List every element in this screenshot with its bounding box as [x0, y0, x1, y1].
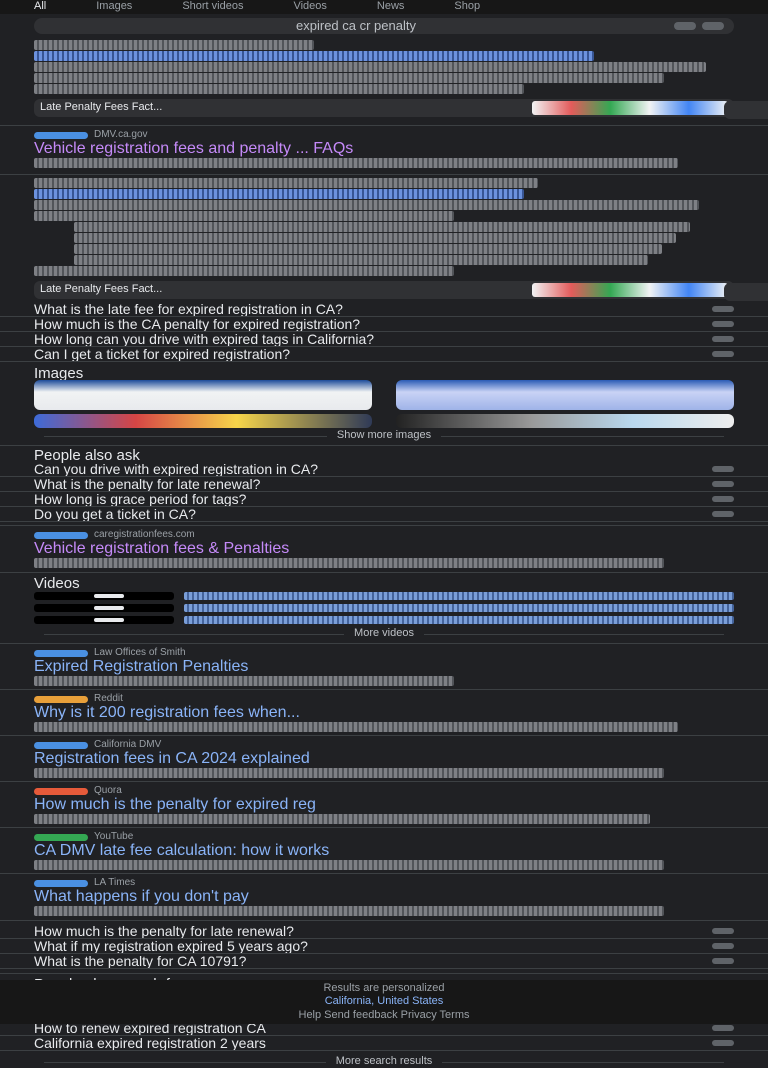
video-thumbnail[interactable]: [34, 604, 174, 612]
ai-source-card[interactable]: [34, 99, 734, 117]
result-snippet: [34, 860, 664, 870]
search-icon: [712, 1025, 734, 1031]
more-videos-button[interactable]: More videos: [34, 629, 734, 639]
chevron-down-icon[interactable]: [712, 336, 734, 342]
favicon-icon: [34, 788, 88, 795]
favicon-icon: [34, 834, 88, 841]
search-input[interactable]: [34, 18, 734, 34]
result-title-link[interactable]: Registration fees in CA 2024 explained: [0, 751, 768, 767]
video-thumbnail[interactable]: [34, 616, 174, 624]
answer-text: [34, 211, 454, 221]
images-section: [0, 366, 768, 441]
footer: [0, 980, 768, 1024]
video-title[interactable]: [184, 604, 734, 612]
ai-text: [34, 84, 524, 94]
search-query: expired ca cr penalty: [44, 19, 668, 33]
result-source: Reddit: [0, 693, 768, 705]
paa-question[interactable]: Can you drive with expired registration in CA?: [34, 462, 318, 477]
video-title[interactable]: [184, 616, 734, 624]
favicon-icon: [34, 132, 88, 139]
image-result[interactable]: [34, 380, 372, 410]
paa-question[interactable]: How much is the CA penalty for expired registration?: [34, 317, 360, 332]
result-title-link[interactable]: Why is it 200 registration fees when...: [0, 705, 768, 721]
paa-question[interactable]: What is the penalty for CA 10791?: [34, 954, 246, 969]
ai-overview-label: [34, 40, 314, 50]
result-snippet: [34, 906, 664, 916]
result-title-link[interactable]: Vehicle registration fees and penalty ... FAQs: [0, 141, 768, 157]
chevron-down-icon[interactable]: [712, 466, 734, 472]
related-search[interactable]: CA DMV late fee waiver 2024: [34, 1006, 217, 1021]
image-result[interactable]: [34, 414, 372, 428]
result-source: caregistrationfees.com: [0, 529, 768, 541]
favicon-icon: [34, 650, 88, 657]
location-link[interactable]: California, United States: [325, 996, 444, 1008]
favicon-icon: [34, 880, 88, 887]
video-title[interactable]: [184, 592, 734, 600]
result-title-link[interactable]: How much is the penalty for expired reg: [0, 797, 768, 813]
search-icon[interactable]: [702, 22, 724, 30]
source-card-next[interactable]: [724, 283, 768, 301]
chevron-down-icon[interactable]: [712, 351, 734, 357]
search-icon: [712, 1040, 734, 1046]
more-results-button[interactable]: [34, 1057, 734, 1067]
footer-links[interactable]: Help Send feedback Privacy Terms: [299, 1010, 470, 1022]
related-heading: People also search for: [0, 977, 768, 991]
result-snippet: [34, 814, 650, 824]
chevron-down-icon[interactable]: [712, 496, 734, 502]
more-images-button[interactable]: Show more images: [34, 431, 734, 441]
source-thumb: [532, 283, 728, 297]
clear-icon[interactable]: [674, 22, 696, 30]
chevron-down-icon[interactable]: [712, 306, 734, 312]
result-snippet: [34, 158, 678, 168]
paa-question[interactable]: Do you get a ticket in CA?: [34, 507, 196, 522]
people-also-ask-3: [0, 924, 768, 969]
favicon-icon: [34, 742, 88, 749]
paa-question[interactable]: What if my registration expired 5 years ago?: [34, 939, 308, 954]
result-source: DMV.ca.gov: [0, 129, 768, 141]
people-also-ask-2: [0, 448, 768, 522]
tab-shop[interactable]: Shop: [454, 1, 480, 13]
result-title-link[interactable]: CA DMV late fee calculation: how it works: [0, 843, 768, 859]
video-thumbnail[interactable]: [34, 592, 174, 600]
chevron-down-icon[interactable]: [712, 321, 734, 327]
paa-question[interactable]: How much is the penalty for late renewal?: [34, 924, 294, 939]
search-tabs: [0, 0, 768, 14]
favicon-icon: [34, 696, 88, 703]
answer-highlight: [34, 189, 524, 199]
tab-images[interactable]: Images: [96, 1, 132, 13]
result-title-link[interactable]: What happens if you don't pay: [0, 889, 768, 905]
ai-source-thumb: [532, 101, 728, 115]
bullet-item: [74, 244, 662, 254]
paa-question[interactable]: What is the late fee for expired registration in CA?: [34, 302, 343, 317]
image-result[interactable]: [396, 414, 734, 428]
videos-section: [0, 576, 768, 639]
tab-news[interactable]: News: [377, 1, 405, 13]
result-snippet: [34, 768, 664, 778]
ai-highlight: [34, 51, 594, 61]
result-source: California DMV: [0, 739, 768, 751]
answer-text: [34, 200, 699, 210]
section-heading: [34, 178, 538, 188]
bullet-item: [74, 222, 690, 232]
result-source: YouTube: [0, 831, 768, 843]
tab-all[interactable]: All: [34, 1, 46, 13]
answer-text: [34, 266, 454, 276]
result-snippet: [34, 722, 678, 732]
ai-source-title: Late Penalty Fees Fact...: [40, 102, 532, 114]
results-list: [0, 647, 768, 916]
chevron-down-icon[interactable]: [712, 943, 734, 949]
bullet-item: [74, 255, 648, 265]
result-title-link[interactable]: Vehicle registration fees & Penalties: [0, 541, 768, 557]
chevron-down-icon[interactable]: [712, 928, 734, 934]
ai-text: [34, 62, 706, 72]
videos-heading: Videos: [0, 576, 768, 590]
images-heading: Images: [0, 366, 768, 380]
result-source: Quora: [0, 785, 768, 797]
result-snippet: [34, 558, 664, 568]
ai-source-card-next[interactable]: [724, 101, 768, 119]
chevron-down-icon[interactable]: [712, 481, 734, 487]
chevron-down-icon[interactable]: [712, 958, 734, 964]
bullet-item: [74, 233, 676, 243]
result-title-link[interactable]: Expired Registration Penalties: [0, 659, 768, 675]
people-also-ask: [0, 302, 768, 362]
source-card[interactable]: Late Penalty Fees Fact...: [34, 281, 734, 299]
result-snippet: [34, 676, 454, 686]
paa-question[interactable]: How long can you drive with expired tags in California?: [34, 332, 374, 347]
tab-short-videos[interactable]: Short videos: [182, 1, 243, 13]
related-search[interactable]: [34, 1036, 266, 1051]
chevron-down-icon[interactable]: [712, 511, 734, 517]
paa-question[interactable]: What is the penalty for late renewal?: [34, 477, 260, 492]
related-search[interactable]: Expired registration CA penalty calculator: [34, 991, 290, 1006]
result-source: Law Offices of Smith: [0, 647, 768, 659]
footer-line: Results are personalized: [323, 983, 444, 995]
image-result[interactable]: [396, 380, 734, 410]
paa-question[interactable]: Can I get a ticket for expired registration?: [34, 347, 290, 362]
result-source: LA Times: [0, 877, 768, 889]
tab-videos[interactable]: Videos: [293, 1, 326, 13]
ai-overview: [0, 40, 768, 117]
paa-question[interactable]: How long is grace period for tags?: [34, 492, 246, 507]
favicon-icon: [34, 532, 88, 539]
ai-text: [34, 73, 664, 83]
paa-heading: People also ask: [0, 448, 768, 462]
